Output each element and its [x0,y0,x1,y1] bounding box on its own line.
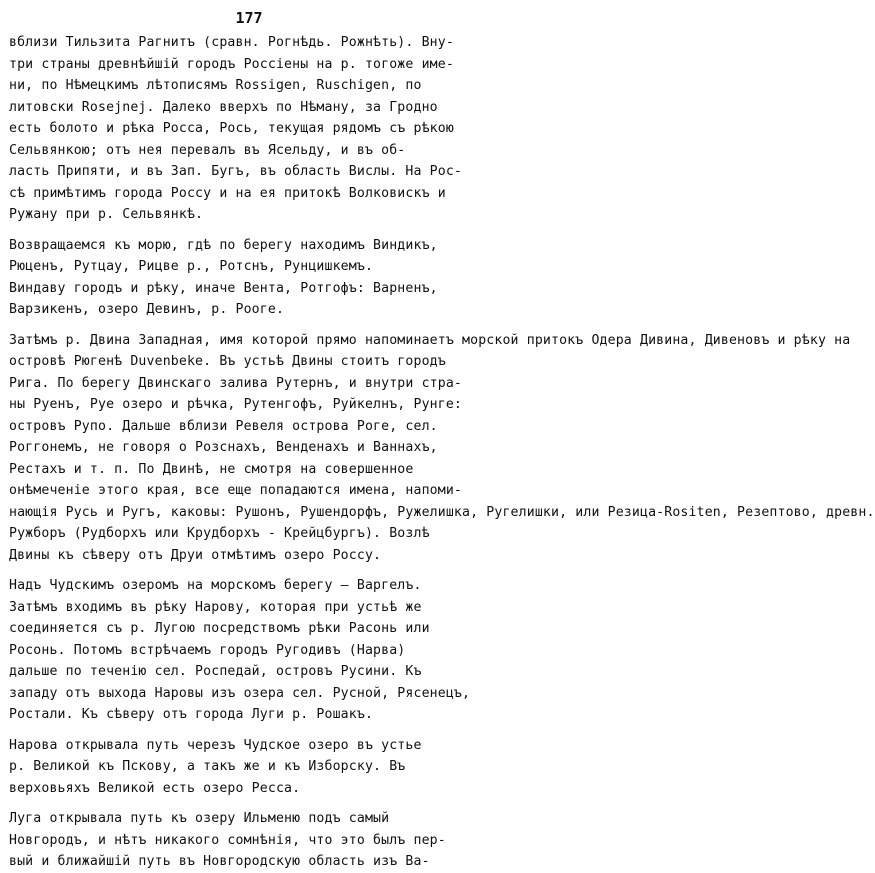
text-line: Затѣмъ входимъ въ рѣку Нарову, которая при устьѣ же [9,599,422,615]
text-line: Луга открывала путь къ озеру Ильменю подъ самый [9,811,390,826]
paragraph-4 [9,575,487,726]
text-line: Двины къ сѣверу отъ Друи отмѣтимъ озеро Россу. [9,547,382,563]
text-line: Возвращаемся къ морю, гдѣ по берегу находимъ Виндикъ, [9,237,438,253]
text-line: Рюценъ, Рутцау, Рицве р., Ротснъ, Рунцишкемъ. [9,259,374,274]
text-line: Нарова открывала путь черезъ Чудское озеро въ устье [9,737,422,753]
text-line: Новгородъ, и нѣтъ никакого сомнѣнія, что это былъ пер- [9,832,446,848]
text-line: Росонь. Потомъ встрѣчаемъ городъ Ругодивъ (Нарва) [9,642,406,658]
text-line: вый и ближайшій путь въ Новгородскую область изъ Ва- [9,854,430,869]
text-line: ласть Припяти, и въ Зап. Бугъ, въ область Вислы. На Рос- [9,164,463,179]
text-line: Сельвянкою; отъ нея перевалъ въ Ясельду, и въ об- [9,142,406,158]
text-line: Ружану при р. Сельвянкѣ. [9,207,204,222]
text-line: есть болото и рѣка Росса, Рось, текущая рядомъ съ рѣкою [9,121,454,136]
text-line: Затѣмъ р. Двина Западная, имя которой прямо напоминаетъ морской притокъ Одера Дивина, Дивеновъ и рѣку на [9,332,851,348]
text-line: р. Великой къ Пскову, а такъ же и къ Изборску. Въ [9,759,406,774]
text-line: дальше по теченію сел. Роспедай, островъ Русини. Къ [9,664,422,679]
text-line: Ростали. Къ сѣверу отъ города Луги р. Рошакъ. [9,707,374,722]
text-line: нающія Русь и Ругъ, каковы: Рушонъ, Рушендорфъ, Ружелишка, Ругелишки, или Резица-Rositen, Резептово, древн. [9,504,875,520]
text-line: Рига. По берегу Двинскаго залива Рутернъ, и внутри стра- [9,375,463,391]
page-number: 177 [235,9,263,27]
text-line: литовски Rosejnej. Далеко вверхъ по Нѣману, за Гродно [9,99,438,115]
text-line: островъ Рупо. Дальше вблизи Ревеля острова Роге, сел. [9,418,438,434]
text-line: Рестахъ и т. п. По Двинѣ, не смотря на совершенное [9,461,414,477]
text-line: Надъ Чудскимъ озеромъ на морскомъ берегу — Варгелъ. [9,578,422,593]
text-line: три страны древнѣйшій городъ Россіены на р. тогоже име- [9,56,454,72]
paragraph-2 [9,235,487,321]
text-line: Роггонемъ, не говоря о Розснахъ, Венденахъ и Ваннахъ, [9,440,438,455]
text-line: Ружборъ (Рудборхъ или Крудборхъ - Крейцбургъ). Возлѣ [9,526,430,541]
paragraph-6 [9,808,487,873]
text-line: западу отъ выхода Наровы изъ озера сел. Русной, Рясенецъ, [9,685,471,701]
text-line: ни, по Нѣмецкимъ лѣтописямъ Rossigen, Ruschigen, по [9,78,422,93]
paragraph-1 [9,32,487,226]
text-line: сѣ примѣтимъ города Россу и на ея притокѣ Волковискъ и [9,185,446,201]
text-line: соединяется съ р. Лугою посредствомъ рѣки Расонь или [9,621,430,636]
text-line: вблизи Тильзита Рагнитъ (сравн. Рогнѣдь. Рожнѣть). Вну- [9,35,454,50]
text-line: Варзикенъ, озеро Девинъ, р. Рооге. [9,302,285,317]
text-line: онѣмеченіе этого края, все еще попадаются имена, напоми- [9,483,463,498]
paragraph-5 [9,735,487,800]
text-line: ны Руенъ, Руе озеро и рѣчка, Рутенгофъ, Руйкелнъ, Рунге: [9,397,463,412]
text-line: Виндаву городъ и рѣку, иначе Вента, Ротгофъ: Варненъ, [9,280,438,296]
text-line: верховьяхъ Великой есть озеро Ресса. [9,780,301,796]
paragraph-3 [9,330,875,567]
text-line: островѣ Рюгенѣ Duvenbeke. Въ устьѣ Двины стоитъ городъ [9,354,446,369]
